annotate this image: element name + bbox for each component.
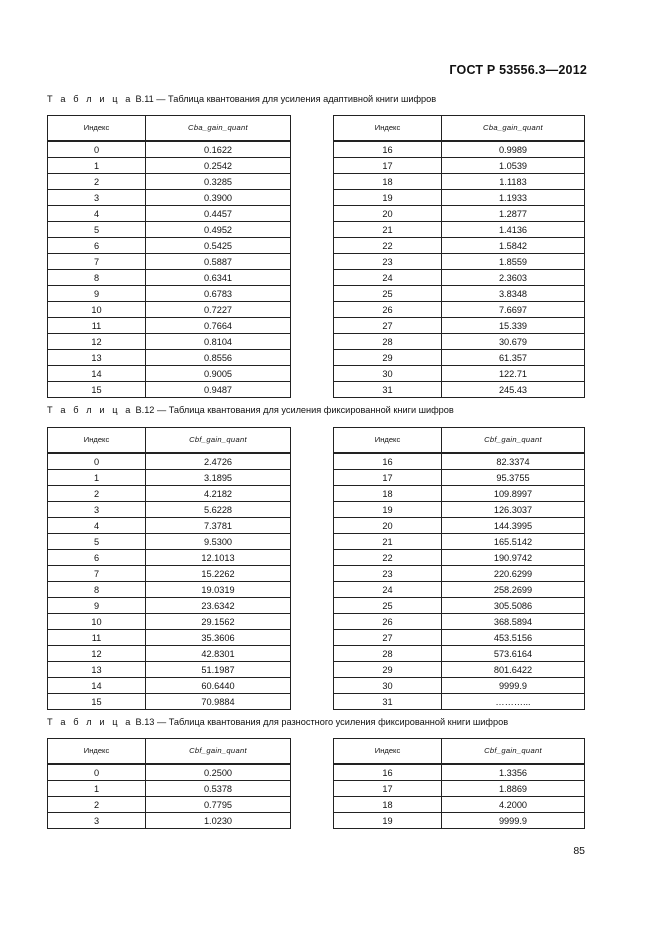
index-cell: 8 [48,582,146,598]
value-cell: 258.2699 [442,582,585,598]
column-header-value: Cbf_gain_quant [146,739,291,765]
table-row [334,470,585,486]
column-header-value: Cba_gain_quant [442,116,585,142]
value-cell: 0.9005 [146,366,291,382]
index-cell: 0 [48,141,146,158]
table-row [334,630,585,646]
column-header-index: Индекс [48,116,146,142]
value-cell: 0.3900 [146,190,291,206]
index-cell: 12 [48,646,146,662]
table-row [334,764,585,781]
value-cell: 1.2877 [442,206,585,222]
caption-label: Т а б л и ц а [47,405,133,415]
index-cell: 17 [334,158,442,174]
table-row [334,206,585,222]
index-cell: 20 [334,518,442,534]
index-cell: 6 [48,238,146,254]
table-row [334,254,585,270]
index-cell: 17 [334,470,442,486]
value-cell: 0.3285 [146,174,291,190]
index-cell: 1 [48,781,146,797]
value-cell: 12.1013 [146,550,291,566]
index-cell: 19 [334,190,442,206]
index-cell: 27 [334,630,442,646]
table-row [48,238,291,254]
index-cell: 1 [48,470,146,486]
table-row [334,813,585,829]
value-cell: 144.3995 [442,518,585,534]
table-row [48,141,291,158]
table-row [48,190,291,206]
table-row [48,318,291,334]
index-cell: 2 [48,797,146,813]
value-cell: ………... [442,694,585,710]
table-row [334,534,585,550]
table-row [48,518,291,534]
index-cell: 18 [334,486,442,502]
index-cell: 22 [334,238,442,254]
index-cell: 5 [48,222,146,238]
index-cell: 30 [334,678,442,694]
value-cell: 573.6164 [442,646,585,662]
value-cell: 0.4952 [146,222,291,238]
table-row [48,662,291,678]
table-row [334,502,585,518]
value-cell: 70.9884 [146,694,291,710]
table-row [334,598,585,614]
table-row [48,534,291,550]
column-header-value: Cba_gain_quant [146,116,291,142]
table-b13-left [47,738,291,829]
index-cell: 11 [48,318,146,334]
index-cell: 18 [334,174,442,190]
caption-text: В.13 — Таблица квантования для разностного усиления фиксированной книги шифров [132,717,509,727]
value-cell: 2.4726 [146,453,291,470]
value-cell: 0.6783 [146,286,291,302]
index-cell: 0 [48,453,146,470]
value-cell: 1.0539 [442,158,585,174]
index-cell: 8 [48,270,146,286]
index-cell: 3 [48,813,146,829]
value-cell: 30.679 [442,334,585,350]
value-cell: 51.1987 [146,662,291,678]
table-row [334,270,585,286]
index-cell: 10 [48,302,146,318]
index-cell: 22 [334,550,442,566]
index-cell: 17 [334,781,442,797]
table-row [334,781,585,797]
column-header-value: Cbf_gain_quant [442,739,585,765]
index-cell: 13 [48,662,146,678]
value-cell: 1.4136 [442,222,585,238]
table-row [334,318,585,334]
caption-label: Т а б л и ц а [47,717,133,727]
index-cell: 9 [48,598,146,614]
table-row [48,470,291,486]
table-b13-right [333,738,585,829]
value-cell: 0.5887 [146,254,291,270]
table-row [48,366,291,382]
value-cell: 305.5086 [442,598,585,614]
value-cell: 9999.9 [442,813,585,829]
table-row [334,646,585,662]
value-cell: 0.7664 [146,318,291,334]
table-row [334,190,585,206]
value-cell: 95.3755 [442,470,585,486]
index-cell: 0 [48,764,146,781]
index-cell: 18 [334,797,442,813]
table-b11-left [47,115,291,398]
index-cell: 3 [48,502,146,518]
value-cell: 1.8559 [442,254,585,270]
value-cell: 7.6697 [442,302,585,318]
index-cell: 26 [334,614,442,630]
column-header-value: Cbf_gain_quant [442,428,585,454]
index-cell: 14 [48,366,146,382]
table-row [48,797,291,813]
column-header-index: Индекс [48,428,146,454]
value-cell: 0.2542 [146,158,291,174]
table-caption-b11 [47,94,436,104]
value-cell: 35.3606 [146,630,291,646]
value-cell: 1.0230 [146,813,291,829]
value-cell: 1.5842 [442,238,585,254]
value-cell: 1.1183 [442,174,585,190]
index-cell: 16 [334,141,442,158]
index-cell: 15 [48,694,146,710]
index-cell: 25 [334,286,442,302]
index-cell: 19 [334,813,442,829]
table-row [334,238,585,254]
table-row [48,158,291,174]
index-cell: 19 [334,502,442,518]
value-cell: 29.1562 [146,614,291,630]
table-row [48,764,291,781]
table-row [48,598,291,614]
index-cell: 24 [334,582,442,598]
value-cell: 126.3037 [442,502,585,518]
value-cell: 9.5300 [146,534,291,550]
index-cell: 4 [48,206,146,222]
index-cell: 7 [48,254,146,270]
value-cell: 0.5425 [146,238,291,254]
value-cell: 4.2000 [442,797,585,813]
table-row [48,302,291,318]
index-cell: 6 [48,550,146,566]
table-row [334,694,585,710]
value-cell: 220.6299 [442,566,585,582]
value-cell: 0.6341 [146,270,291,286]
value-cell: 4.2182 [146,486,291,502]
index-cell: 12 [48,334,146,350]
caption-label: Т а б л и ц а [47,94,133,104]
table-row [48,614,291,630]
index-cell: 16 [334,764,442,781]
value-cell: 165.5142 [442,534,585,550]
table-row [334,518,585,534]
table-row [48,286,291,302]
index-cell: 31 [334,694,442,710]
value-cell: 23.6342 [146,598,291,614]
table-row [48,254,291,270]
value-cell: 15.2262 [146,566,291,582]
index-cell: 27 [334,318,442,334]
value-cell: 42.8301 [146,646,291,662]
table-row [334,662,585,678]
table-b12-left [47,427,291,710]
column-header-index: Индекс [334,739,442,765]
value-cell: 0.2500 [146,764,291,781]
index-cell: 21 [334,222,442,238]
value-cell: 15.339 [442,318,585,334]
table-row [334,678,585,694]
value-cell: 61.357 [442,350,585,366]
table-row [48,781,291,797]
value-cell: 801.6422 [442,662,585,678]
value-cell: 3.1895 [146,470,291,486]
index-cell: 11 [48,630,146,646]
value-cell: 0.5378 [146,781,291,797]
table-row [334,174,585,190]
table-row [48,630,291,646]
index-cell: 31 [334,382,442,398]
index-cell: 2 [48,486,146,502]
value-cell: 2.3603 [442,270,585,286]
table-row [334,582,585,598]
column-header-index: Индекс [334,428,442,454]
table-caption-b13 [47,717,508,727]
table-row [48,174,291,190]
table-row [334,614,585,630]
table-row [48,582,291,598]
index-cell: 30 [334,366,442,382]
value-cell: 0.4457 [146,206,291,222]
index-cell: 16 [334,453,442,470]
index-cell: 14 [48,678,146,694]
table-row [48,334,291,350]
value-cell: 5.6228 [146,502,291,518]
table-row [334,382,585,398]
index-cell: 7 [48,566,146,582]
table-row [48,382,291,398]
index-cell: 24 [334,270,442,286]
table-row [334,302,585,318]
value-cell: 245.43 [442,382,585,398]
table-row [48,550,291,566]
table-row [334,366,585,382]
table-row [334,158,585,174]
index-cell: 23 [334,254,442,270]
index-cell: 28 [334,646,442,662]
index-cell: 1 [48,158,146,174]
table-row [334,550,585,566]
table-row [48,270,291,286]
value-cell: 0.7227 [146,302,291,318]
caption-text: В.11 — Таблица квантования для усиления адаптивной книги шифров [132,94,437,104]
index-cell: 2 [48,174,146,190]
table-row [48,486,291,502]
value-cell: 0.8104 [146,334,291,350]
index-cell: 25 [334,598,442,614]
value-cell: 19.0319 [146,582,291,598]
table-row [334,350,585,366]
value-cell: 60.6440 [146,678,291,694]
table-row [334,222,585,238]
value-cell: 453.5156 [442,630,585,646]
table-b12-right [333,427,585,710]
standard-header: ГОСТ Р 53556.3—2012 [449,63,587,77]
value-cell: 0.9989 [442,141,585,158]
value-cell: 9999.9 [442,678,585,694]
index-cell: 21 [334,534,442,550]
table-row [334,486,585,502]
value-cell: 1.8869 [442,781,585,797]
table-row [334,566,585,582]
index-cell: 5 [48,534,146,550]
value-cell: 3.8348 [442,286,585,302]
table-b11-right [333,115,585,398]
table-row [334,797,585,813]
value-cell: 0.1622 [146,141,291,158]
value-cell: 1.1933 [442,190,585,206]
value-cell: 190.9742 [442,550,585,566]
value-cell: 1.3356 [442,764,585,781]
index-cell: 4 [48,518,146,534]
column-header-index: Индекс [334,116,442,142]
table-row [48,694,291,710]
table-row [48,206,291,222]
table-row [48,566,291,582]
table-row [334,286,585,302]
table-row [48,813,291,829]
value-cell: 368.5894 [442,614,585,630]
index-cell: 13 [48,350,146,366]
index-cell: 9 [48,286,146,302]
table-row [334,453,585,470]
index-cell: 15 [48,382,146,398]
index-cell: 23 [334,566,442,582]
column-header-index: Индекс [48,739,146,765]
value-cell: 82.3374 [442,453,585,470]
index-cell: 29 [334,662,442,678]
page-number: 85 [573,845,585,857]
index-cell: 28 [334,334,442,350]
table-caption-b12 [47,405,454,415]
index-cell: 20 [334,206,442,222]
table-row [334,334,585,350]
table-row [48,350,291,366]
column-header-value: Cbf_gain_quant [146,428,291,454]
table-row [48,453,291,470]
value-cell: 109.8997 [442,486,585,502]
index-cell: 10 [48,614,146,630]
index-cell: 26 [334,302,442,318]
value-cell: 122.71 [442,366,585,382]
table-row [48,222,291,238]
caption-text: В.12 — Таблица квантования для усиления фиксированной книги шифров [132,405,454,415]
table-row [48,678,291,694]
value-cell: 0.9487 [146,382,291,398]
value-cell: 0.7795 [146,797,291,813]
index-cell: 29 [334,350,442,366]
value-cell: 7.3781 [146,518,291,534]
table-row [48,646,291,662]
index-cell: 3 [48,190,146,206]
table-row [334,141,585,158]
value-cell: 0.8556 [146,350,291,366]
table-row [48,502,291,518]
